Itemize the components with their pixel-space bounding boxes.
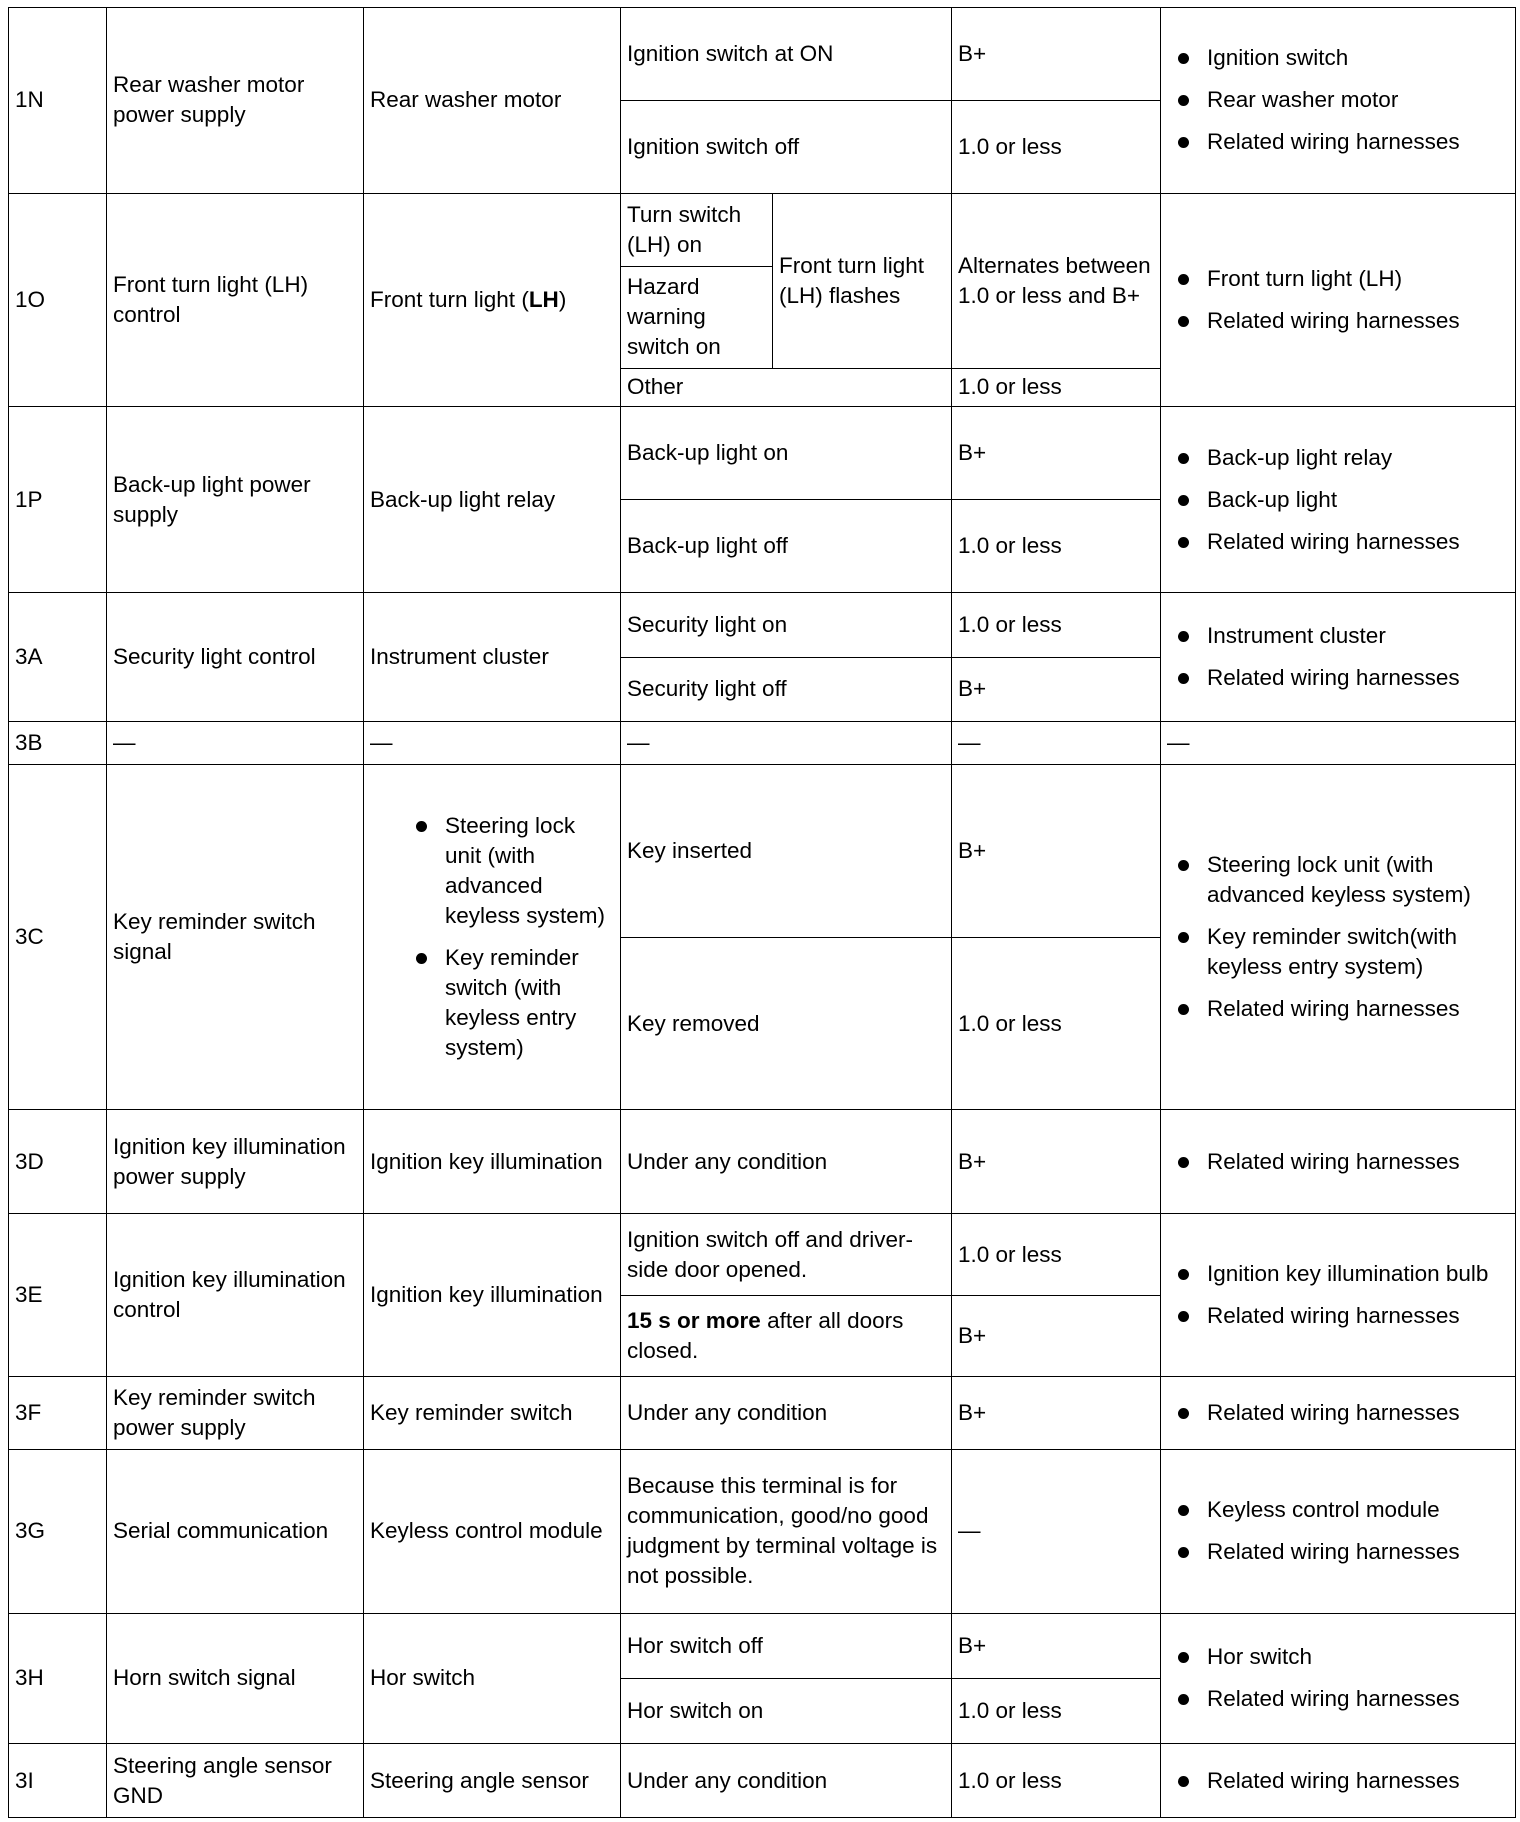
inspection-item: Related wiring harnesses bbox=[1207, 1398, 1509, 1428]
inspection-cell: — bbox=[1161, 721, 1516, 764]
signal-cell: Ignition key illumination control bbox=[107, 1214, 364, 1376]
inspection-item: Key reminder switch(with keyless entry system) bbox=[1207, 922, 1509, 982]
table-row bbox=[9, 1744, 1516, 1818]
table-row bbox=[9, 764, 1516, 938]
inspection-cell bbox=[1161, 407, 1516, 593]
connected-cell bbox=[364, 764, 621, 1109]
voltage-cell: 1.0 or less bbox=[952, 1214, 1161, 1296]
condition-emphasis: 15 s or more bbox=[627, 1307, 761, 1333]
table-row bbox=[9, 721, 1516, 764]
connected-cell: Back-up light relay bbox=[364, 407, 621, 593]
voltage-cell: B+ bbox=[952, 1295, 1161, 1376]
terminal-cell: 3C bbox=[9, 764, 107, 1109]
connected-cell: — bbox=[364, 721, 621, 764]
signal-cell: — bbox=[107, 721, 364, 764]
terminal-cell: 3A bbox=[9, 593, 107, 722]
inspection-item: Front turn light (LH) bbox=[1207, 264, 1509, 294]
connected-cell: Key reminder switch bbox=[364, 1376, 621, 1450]
condition-cell: Under any condition bbox=[621, 1376, 952, 1450]
inspection-cell bbox=[1161, 1110, 1516, 1214]
condition-cell: Ignition switch at ON bbox=[621, 8, 952, 101]
voltage-cell: B+ bbox=[952, 1613, 1161, 1678]
connected-cell: Ignition key illumination bbox=[364, 1214, 621, 1376]
condition-result-cell: Front turn light (LH) flashes bbox=[773, 193, 952, 368]
inspection-cell bbox=[1161, 193, 1516, 406]
table-row bbox=[9, 1613, 1516, 1678]
signal-cell: Rear washer motor power supply bbox=[107, 8, 364, 194]
inspection-item: Keyless control module bbox=[1207, 1495, 1509, 1525]
condition-cell: Back-up light off bbox=[621, 500, 952, 593]
signal-cell: Back-up light power supply bbox=[107, 407, 364, 593]
voltage-cell: 1.0 or less bbox=[952, 368, 1161, 407]
signal-cell: Ignition key illumination power supply bbox=[107, 1110, 364, 1214]
inspection-cell bbox=[1161, 593, 1516, 722]
connected-cell: Hor switch bbox=[364, 1613, 621, 1744]
voltage-cell: — bbox=[952, 721, 1161, 764]
inspection-item: Related wiring harnesses bbox=[1207, 1301, 1509, 1331]
inspection-item: Related wiring harnesses bbox=[1207, 1537, 1509, 1567]
condition-cell: Key removed bbox=[621, 938, 952, 1110]
condition-cell: Under any condition bbox=[621, 1110, 952, 1214]
table-row bbox=[9, 1214, 1516, 1296]
inspection-cell bbox=[1161, 1744, 1516, 1818]
voltage-cell: 1.0 or less bbox=[952, 500, 1161, 593]
inspection-item: Related wiring harnesses bbox=[1207, 663, 1509, 693]
voltage-cell: B+ bbox=[952, 1110, 1161, 1214]
terminal-cell: 1N bbox=[9, 8, 107, 194]
inspection-cell bbox=[1161, 1613, 1516, 1744]
condition-cell: Turn switch (LH) on bbox=[621, 193, 773, 267]
signal-cell: Horn switch signal bbox=[107, 1613, 364, 1744]
inspection-item: Related wiring harnesses bbox=[1207, 994, 1509, 1024]
inspection-item: Related wiring harnesses bbox=[1207, 1684, 1509, 1714]
connected-cell: Front turn light (LH) bbox=[364, 193, 621, 406]
connected-item: Steering lock unit (with advanced keyless system) bbox=[445, 811, 614, 931]
terminal-cell: 1O bbox=[9, 193, 107, 406]
voltage-cell: B+ bbox=[952, 657, 1161, 721]
condition-cell: — bbox=[621, 721, 952, 764]
voltage-cell: 1.0 or less bbox=[952, 938, 1161, 1110]
inspection-item: Instrument cluster bbox=[1207, 621, 1509, 651]
connected-cell: Ignition key illumination bbox=[364, 1110, 621, 1214]
terminal-cell: 3F bbox=[9, 1376, 107, 1450]
terminal-cell: 3D bbox=[9, 1110, 107, 1214]
connected-item: Key reminder switch (with keyless entry system) bbox=[445, 943, 614, 1063]
connected-cell: Steering angle sensor bbox=[364, 1744, 621, 1818]
inspection-item: Rear washer motor bbox=[1207, 85, 1509, 115]
voltage-cell: B+ bbox=[952, 8, 1161, 101]
inspection-item: Related wiring harnesses bbox=[1207, 527, 1509, 557]
inspection-item: Related wiring harnesses bbox=[1207, 1766, 1509, 1796]
inspection-cell bbox=[1161, 1376, 1516, 1450]
voltage-cell: B+ bbox=[952, 1376, 1161, 1450]
inspection-item: Steering lock unit (with advanced keyless system) bbox=[1207, 850, 1509, 910]
condition-cell: Back-up light on bbox=[621, 407, 952, 500]
inspection-cell bbox=[1161, 8, 1516, 194]
signal-cell: Front turn light (LH) control bbox=[107, 193, 364, 406]
voltage-cell: B+ bbox=[952, 407, 1161, 500]
condition-cell: Security light off bbox=[621, 657, 952, 721]
table-row bbox=[9, 193, 1516, 267]
voltage-cell: B+ bbox=[952, 764, 1161, 938]
condition-cell: Because this terminal is for communication, good/no good judgment by terminal voltage is not possible. bbox=[621, 1450, 952, 1613]
condition-cell: Key inserted bbox=[621, 764, 952, 938]
inspection-item: Ignition key illumination bulb bbox=[1207, 1259, 1509, 1289]
table-row bbox=[9, 1110, 1516, 1214]
voltage-cell: 1.0 or less bbox=[952, 100, 1161, 193]
condition-cell: Hor switch on bbox=[621, 1678, 952, 1743]
terminal-cell: 3B bbox=[9, 721, 107, 764]
inspection-item: Hor switch bbox=[1207, 1642, 1509, 1672]
connected-cell: Keyless control module bbox=[364, 1450, 621, 1613]
condition-cell: Hor switch off bbox=[621, 1613, 952, 1678]
condition-cell: Hazard warning switch on bbox=[621, 267, 773, 368]
inspection-item: Back-up light bbox=[1207, 485, 1509, 515]
voltage-cell: 1.0 or less bbox=[952, 1678, 1161, 1743]
table-row bbox=[9, 593, 1516, 657]
voltage-cell: 1.0 or less bbox=[952, 593, 1161, 657]
condition-cell: Ignition switch off and driver-side door opened. bbox=[621, 1214, 952, 1296]
table-row bbox=[9, 1376, 1516, 1450]
condition-cell: Security light on bbox=[621, 593, 952, 657]
table-row bbox=[9, 8, 1516, 101]
voltage-cell: Alternates between 1.0 or less and B+ bbox=[952, 193, 1161, 368]
condition-cell: Under any condition bbox=[621, 1744, 952, 1818]
condition-cell bbox=[621, 1295, 952, 1376]
condition-cell: Other bbox=[621, 368, 952, 407]
terminal-cell: 3I bbox=[9, 1744, 107, 1818]
inspection-cell bbox=[1161, 764, 1516, 1109]
inspection-item: Back-up light relay bbox=[1207, 443, 1509, 473]
terminal-cell: 3H bbox=[9, 1613, 107, 1744]
connected-cell: Rear washer motor bbox=[364, 8, 621, 194]
inspection-item: Related wiring harnesses bbox=[1207, 1147, 1509, 1177]
signal-cell: Key reminder switch power supply bbox=[107, 1376, 364, 1450]
inspection-cell bbox=[1161, 1214, 1516, 1376]
terminal-cell: 3G bbox=[9, 1450, 107, 1613]
inspection-item: Related wiring harnesses bbox=[1207, 306, 1509, 336]
inspection-item: Related wiring harnesses bbox=[1207, 127, 1509, 157]
voltage-cell: — bbox=[952, 1450, 1161, 1613]
signal-cell: Security light control bbox=[107, 593, 364, 722]
table-row bbox=[9, 1450, 1516, 1613]
voltage-cell: 1.0 or less bbox=[952, 1744, 1161, 1818]
condition-text: after all doors closed. bbox=[627, 1307, 904, 1363]
signal-cell: Steering angle sensor GND bbox=[107, 1744, 364, 1818]
connected-cell: Instrument cluster bbox=[364, 593, 621, 722]
table-row bbox=[9, 407, 1516, 500]
terminal-cell: 3E bbox=[9, 1214, 107, 1376]
terminal-cell: 1P bbox=[9, 407, 107, 593]
signal-cell: Key reminder switch signal bbox=[107, 764, 364, 1109]
signal-cell: Serial communication bbox=[107, 1450, 364, 1613]
inspection-cell bbox=[1161, 1450, 1516, 1613]
terminal-voltage-table bbox=[8, 7, 1516, 1818]
inspection-item: Ignition switch bbox=[1207, 43, 1509, 73]
condition-cell: Ignition switch off bbox=[621, 100, 952, 193]
